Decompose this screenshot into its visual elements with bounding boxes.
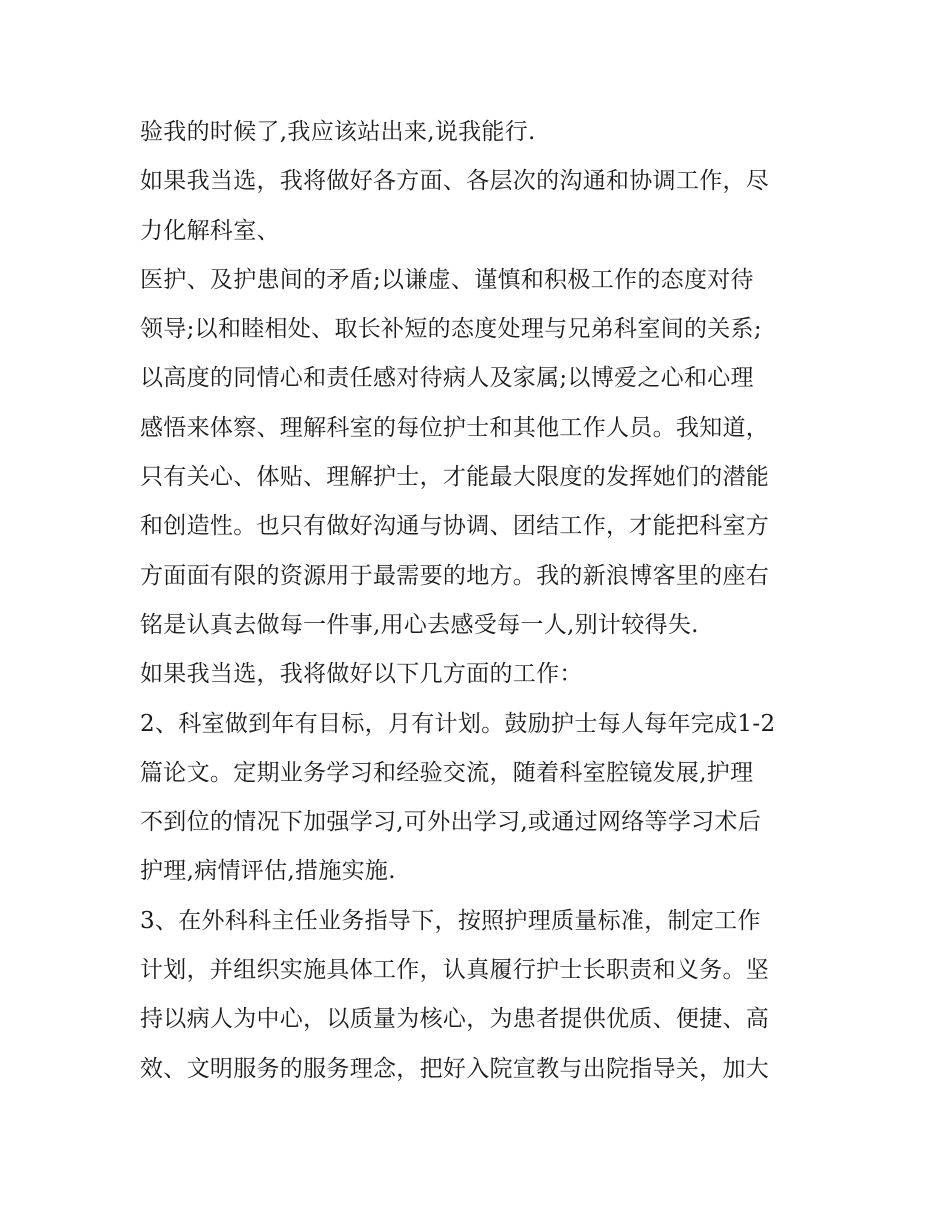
- text-line: 效、文明服务的服务理念，把好入院宣教与出院指导关，加大: [140, 1055, 770, 1082]
- text-line: 领导;以和睦相处、取长补短的态度处理与兄弟科室间的关系;: [140, 316, 762, 343]
- text-line: 力化解科室、: [140, 217, 280, 244]
- text-line: 2、科室做到年有目标，月有计划。鼓励护士每人每年完成1-2: [140, 710, 776, 737]
- text-line: 3、在外科科主任业务指导下，按照护理质量标准，制定工作: [140, 907, 761, 934]
- text-line: 验我的时候了,我应该站出来,说我能行.: [140, 119, 536, 145]
- text-line: 护理,病情评估,措施实施.: [140, 858, 396, 885]
- text-line: 感悟来体察、理解科室的每位护士和其他工作人员。我知道，: [140, 414, 770, 441]
- text-line: 以高度的同情心和责任感对待病人及家属;以博爱之心和心理: [140, 365, 754, 392]
- text-line: 只有关心、体贴、理解护士，才能最大限度的发挥她们的潜能: [140, 464, 770, 491]
- text-line: 医护、及护患间的矛盾;以谦虚、谨慎和积极工作的态度对待: [140, 266, 754, 293]
- text-line: 和创造性。也只有做好沟通与协调、团结工作，才能把科室方: [140, 513, 770, 540]
- text-line: 铭是认真去做每一件事,用心去感受每一人,别计较得失.: [140, 611, 699, 638]
- text-line: 篇论文。定期业务学习和经验交流，随着科室腔镜发展,护理: [140, 759, 754, 786]
- text-line: 计划，并组织实施具体工作，认真履行护士长职责和义务。坚: [140, 957, 770, 984]
- text-line: 如果我当选，我将做好各方面、各层次的沟通和协调工作，尽: [140, 168, 770, 195]
- body-text: [140, 108, 830, 1094]
- text-line: 不到位的情况下加强学习,可外出学习,或通过网络等学习术后: [140, 809, 762, 836]
- text-line: 方面面有限的资源用于最需要的地方。我的新浪博客里的座右: [140, 562, 770, 589]
- text-line: 如果我当选，我将做好以下几方面的工作：: [140, 661, 583, 688]
- text-line: 持以病人为中心，以质量为核心，为患者提供优质、便捷、高: [140, 1006, 770, 1033]
